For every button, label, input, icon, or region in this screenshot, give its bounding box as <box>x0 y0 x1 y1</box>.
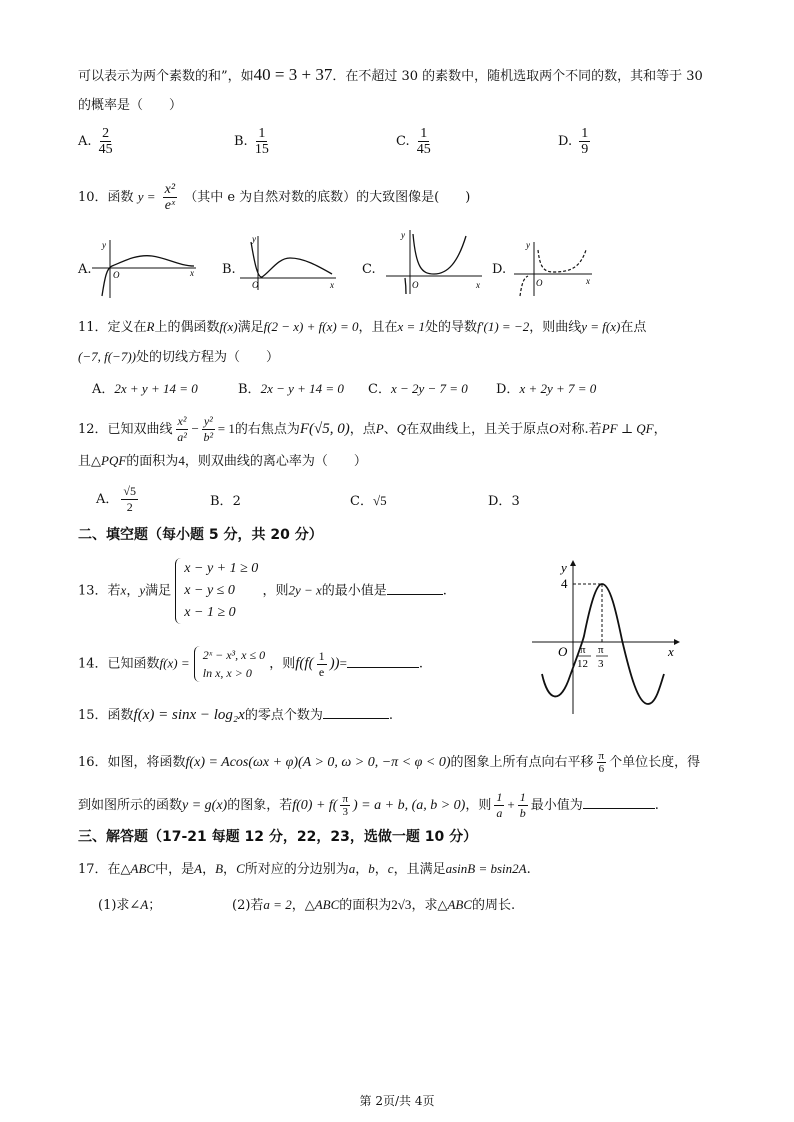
origin-label: O <box>113 270 120 280</box>
t: 13．若 <box>78 583 121 599</box>
m: Q <box>396 421 407 436</box>
q10-option-d-label[interactable]: D. <box>492 262 507 277</box>
m: x <box>120 582 127 598</box>
numerator: π <box>342 793 349 805</box>
t: 的面积为 <box>339 898 392 913</box>
x-label: x <box>330 280 334 290</box>
section-3-title: 三、解答题（17-21 每题 12 分，22，23，选做一题 10 分） <box>78 829 478 845</box>
m: f(f( <box>295 655 314 672</box>
t: 在点 <box>620 320 647 335</box>
t: 16．如图，将函数 <box>78 755 186 770</box>
m: b <box>368 861 375 876</box>
t: (2)若 <box>232 898 264 913</box>
m: a = 2 <box>263 897 292 912</box>
q11-line-2 <box>78 348 279 367</box>
t: ，点 <box>349 422 376 437</box>
t: ，则 <box>262 583 289 599</box>
m: f(x) = Acos(ωx + φ)(A > 0, ω > 0, −π < φ < 0) <box>185 755 451 770</box>
option-text: x − 2y − 7 = 0 <box>390 381 468 396</box>
option-label: C. <box>396 134 410 149</box>
q15-line <box>78 706 393 725</box>
q16-frac-1a <box>494 790 504 821</box>
numerator: x² <box>164 182 176 197</box>
m: A <box>194 861 203 876</box>
t: 11．定义在 <box>78 320 147 335</box>
q10-graph-c[interactable] <box>384 228 484 296</box>
curve-right <box>413 234 466 274</box>
t: ； <box>148 898 162 913</box>
q17-line-1: 17．在△ABC中，是A，B，C所对应的分边别为a，b，c，且满足asinB = bsin2A. <box>78 861 531 877</box>
q12-option-b[interactable] <box>210 490 241 509</box>
numerator: 1 <box>496 790 503 804</box>
t: 对称.若 <box>558 422 602 437</box>
q17-part-1 <box>98 896 161 915</box>
q10-option-a-label[interactable]: A. <box>78 262 92 277</box>
m: △ABC <box>304 897 340 912</box>
option-text: √5 <box>372 493 387 508</box>
q16-line-2 <box>78 790 659 821</box>
denominator: a <box>496 806 503 820</box>
frac-x2-a2 <box>176 414 189 445</box>
option-label: B． <box>238 382 261 397</box>
option-label: A. <box>78 134 92 149</box>
max-label: 4 <box>561 576 568 591</box>
t: 的图象，若 <box>227 798 293 813</box>
m: R <box>146 319 155 334</box>
option-text: 2 <box>232 494 241 509</box>
origin-label: O <box>558 644 568 659</box>
q10-func-fraction <box>163 182 177 213</box>
q11-option-b[interactable] <box>238 378 344 397</box>
m: y <box>139 582 146 598</box>
m: − <box>191 421 199 436</box>
option-text: 2x + y + 14 = 0 <box>114 381 198 396</box>
q9-text-b: ．在不超过 30 的素数中，随机选取两个不同的数，其和等于 30 <box>332 69 703 84</box>
t: 15．函数 <box>78 708 134 723</box>
option-fraction <box>417 126 431 157</box>
q11-line-1 <box>78 318 646 337</box>
numerator: 1 <box>519 790 526 804</box>
inequality-3: x − 1 ≥ 0 <box>184 605 236 620</box>
frac-y2-b2 <box>202 414 215 445</box>
page-footer: 第 2页/共 4页 <box>359 1094 435 1108</box>
option-label: D. <box>558 134 573 149</box>
q9-line-1 <box>78 66 703 86</box>
y-label: y <box>561 560 567 575</box>
q13-system <box>175 558 258 624</box>
m: 2√3 <box>391 897 412 912</box>
q12-option-a[interactable] <box>96 484 141 515</box>
m: O <box>549 421 559 436</box>
m: B <box>215 861 224 876</box>
curve-left <box>520 276 528 296</box>
denominator: 3 <box>342 806 348 818</box>
m: C <box>236 861 245 876</box>
q16-answer-blank[interactable] <box>583 808 655 809</box>
m: f′(1) = −2 <box>477 319 530 334</box>
option-label: D． <box>496 382 520 397</box>
numerator: √5 <box>123 484 136 498</box>
m: ∠A <box>129 897 149 912</box>
m: = <box>339 655 347 671</box>
t: 处的导数 <box>425 320 478 335</box>
option-text: x + 2y + 7 = 0 <box>519 381 597 396</box>
brace <box>194 646 200 682</box>
t: 12．已知双曲线 <box>78 422 173 437</box>
denominator: eˣ <box>164 198 175 213</box>
t: 处的切线方程为（ ） <box>135 350 279 365</box>
numerator: y² <box>203 414 213 428</box>
m: △ABC <box>120 861 156 876</box>
numerator: x² <box>177 414 187 428</box>
m: c <box>387 861 394 876</box>
q10-number: 10．函数 <box>78 190 134 205</box>
option-label: C． <box>350 494 373 509</box>
q16-shift-fraction <box>597 750 607 775</box>
q10-stem-rest: （其中 e 为自然对数的底数）的大致图像是( ) <box>184 190 471 205</box>
m: △ABC <box>437 897 473 912</box>
t: ， <box>202 862 216 877</box>
t: ， <box>126 583 140 599</box>
inequality-2: x − y ≤ 0 <box>184 583 235 598</box>
case-lines <box>203 646 265 682</box>
y-label: y <box>252 234 256 244</box>
q11-option-c[interactable] <box>368 378 468 397</box>
denominator: b <box>519 806 526 820</box>
m: + <box>507 797 515 812</box>
t: ，且在 <box>358 320 398 335</box>
t: 14．已知函数 <box>78 656 160 672</box>
option-fraction <box>99 126 113 157</box>
q9-option-a[interactable] <box>78 126 116 157</box>
denominator: 9 <box>581 142 589 157</box>
m: f(x) = sinx − log₂x <box>133 707 245 723</box>
q9-option-c[interactable] <box>396 126 434 157</box>
system-lines <box>184 558 258 624</box>
q12-option-d[interactable] <box>488 490 520 509</box>
q9-option-b[interactable] <box>234 126 272 157</box>
denominator: a² <box>177 430 187 444</box>
q16-graph <box>530 556 680 716</box>
t: ，则 <box>465 798 492 813</box>
m: a <box>348 861 356 876</box>
q10-option-c-label[interactable]: C. <box>362 262 376 277</box>
y-label: y <box>401 230 405 240</box>
q14-answer-blank[interactable] <box>347 667 419 668</box>
t: . <box>526 862 531 877</box>
q10-func-lhs: y = <box>137 189 156 204</box>
numerator: 1 <box>318 648 325 663</box>
x-label: x <box>190 268 194 278</box>
numerator: 1 <box>420 126 428 141</box>
y-label: y <box>102 240 106 250</box>
m: = 1 <box>217 421 235 436</box>
q14-line <box>78 646 423 682</box>
origin-label: O <box>412 280 419 290</box>
m: ) = a + b, (a, b > 0) <box>353 798 466 813</box>
q10-stem <box>78 182 470 213</box>
t: 的零点个数为 <box>244 708 323 723</box>
numerator: 1 <box>581 126 589 141</box>
q9-text: 可以表示为两个素数的和”，如 <box>78 69 254 84</box>
denominator: b² <box>203 430 214 444</box>
q15-answer-blank[interactable] <box>323 718 389 719</box>
denominator: 2 <box>126 500 133 514</box>
q17-part-2 <box>232 896 515 915</box>
q9-equation: 40 = 3 + 37 <box>253 65 333 84</box>
x-arrow <box>674 639 680 645</box>
y-label: y <box>526 240 530 250</box>
q12-option-c[interactable] <box>350 490 387 509</box>
m: △PQF <box>91 453 127 468</box>
t: 在双曲线上，且关于原点 <box>406 422 550 437</box>
q16-cond-fraction <box>340 793 350 818</box>
option-label: B. <box>234 134 248 149</box>
m: 4 <box>178 453 185 468</box>
t: . <box>388 708 393 723</box>
t: 的面积为 <box>126 454 179 469</box>
option-label: A． <box>92 382 115 397</box>
m: asinB = bsin2A <box>445 861 527 876</box>
t: ，则 <box>269 656 296 672</box>
inequality-1: x − y + 1 ≥ 0 <box>184 561 259 576</box>
t: ， <box>291 898 305 913</box>
option-label: D． <box>488 494 512 509</box>
option-text: 3 <box>511 494 520 509</box>
curve <box>251 242 332 277</box>
q12-line-1 <box>78 414 667 445</box>
denominator: 45 <box>98 142 113 157</box>
option-text: 2x − y + 14 = 0 <box>260 381 344 396</box>
origin-label: O <box>536 278 543 288</box>
denominator: 45 <box>416 142 431 157</box>
q10-graph-d[interactable] <box>512 238 594 298</box>
q9-line-2 <box>78 97 182 115</box>
numerator: 1 <box>258 126 266 141</box>
m: )) <box>329 655 340 672</box>
denominator: 15 <box>254 142 269 157</box>
t: 中，是 <box>155 862 195 877</box>
t: 到如图所示的函数 <box>78 798 183 813</box>
denominator: 6 <box>598 763 605 775</box>
q13-answer-blank[interactable] <box>387 594 443 595</box>
t: 所对应的分边别为 <box>244 862 349 877</box>
m: 2y − x <box>288 582 322 598</box>
t: ， <box>653 422 667 437</box>
m: f(x) = <box>159 655 190 671</box>
q11-option-a[interactable] <box>92 378 198 397</box>
brace <box>175 558 181 624</box>
tick1-num: π <box>580 644 586 656</box>
t: 的周长. <box>472 898 516 913</box>
section-2-title: 二、填空题（每小题 5 分，共 20 分） <box>78 527 323 543</box>
y-arrow <box>570 560 576 566</box>
t: ，且满足 <box>393 862 446 877</box>
t: 个单位长度，得 <box>609 755 701 770</box>
option-label: C． <box>368 382 391 397</box>
t: ，求 <box>411 898 438 913</box>
m: y = g(x) <box>182 798 228 813</box>
t: 满足 <box>237 320 264 335</box>
q10-option-b-label[interactable]: B. <box>222 262 236 277</box>
denominator: e <box>318 664 325 679</box>
curve-left <box>405 278 406 294</box>
t: . <box>654 798 659 813</box>
option-fraction <box>121 484 138 515</box>
m: f(2 − x) + f(x) = 0 <box>263 319 359 334</box>
t: 的图象上所有点向右平移 <box>450 755 594 770</box>
q10-graph-b[interactable] <box>238 232 338 292</box>
numerator: 2 <box>102 126 110 141</box>
tick2-num: π <box>598 644 604 656</box>
t: (1)求 <box>98 898 130 913</box>
m: (−7, f(−7)) <box>78 349 136 364</box>
q9-stem-end: 的概率是（ ） <box>78 98 183 113</box>
tick2-den: 3 <box>598 658 604 670</box>
q13-line <box>78 558 447 624</box>
x-label: x <box>668 644 674 659</box>
t: ，则双曲线的离心率为（ ） <box>184 454 367 469</box>
t: 满足 <box>145 583 172 599</box>
q14-inner-fraction <box>317 649 327 680</box>
m: x = 1 <box>397 319 426 334</box>
t: 的右焦点为 <box>234 422 300 437</box>
q11-option-d[interactable] <box>496 378 596 397</box>
option-fraction <box>579 126 590 157</box>
case-1: 2ˣ − x³, x ≤ 0 <box>202 648 266 662</box>
t: 、 <box>383 422 397 437</box>
origin-label: O <box>252 280 259 290</box>
t: 17．在 <box>78 862 121 877</box>
t: 且 <box>78 454 92 469</box>
option-fraction <box>255 126 269 157</box>
t: . <box>418 656 424 672</box>
m: y = f(x) <box>581 319 621 334</box>
t: 上的偶函数 <box>154 320 220 335</box>
t: ，则曲线 <box>529 320 582 335</box>
x-label: x <box>476 280 480 290</box>
q10-graph-a[interactable] <box>92 236 198 300</box>
x-label: x <box>586 276 590 286</box>
tick1-den: 12 <box>577 658 588 670</box>
m: f(0) + f( <box>292 798 338 813</box>
numerator: π <box>598 750 605 762</box>
q12-line-2 <box>78 452 367 471</box>
q14-cases <box>194 646 265 682</box>
t: ， <box>223 862 237 877</box>
option-label: A． <box>96 492 119 507</box>
m: PF ⊥ QF <box>601 421 654 436</box>
m: P <box>375 421 384 436</box>
q16-frac-1b <box>518 790 528 821</box>
q9-option-d[interactable] <box>558 126 593 157</box>
case-2: ln x, x > 0 <box>202 666 252 680</box>
curve-right <box>538 250 586 272</box>
option-label: B． <box>210 494 233 509</box>
t: 最小值为 <box>530 798 583 813</box>
t: . <box>442 583 447 599</box>
q16-line-1 <box>78 750 700 775</box>
t: 的最小值是 <box>321 583 387 599</box>
m: f(x) <box>219 319 238 334</box>
m: F(√5, 0) <box>299 421 350 437</box>
